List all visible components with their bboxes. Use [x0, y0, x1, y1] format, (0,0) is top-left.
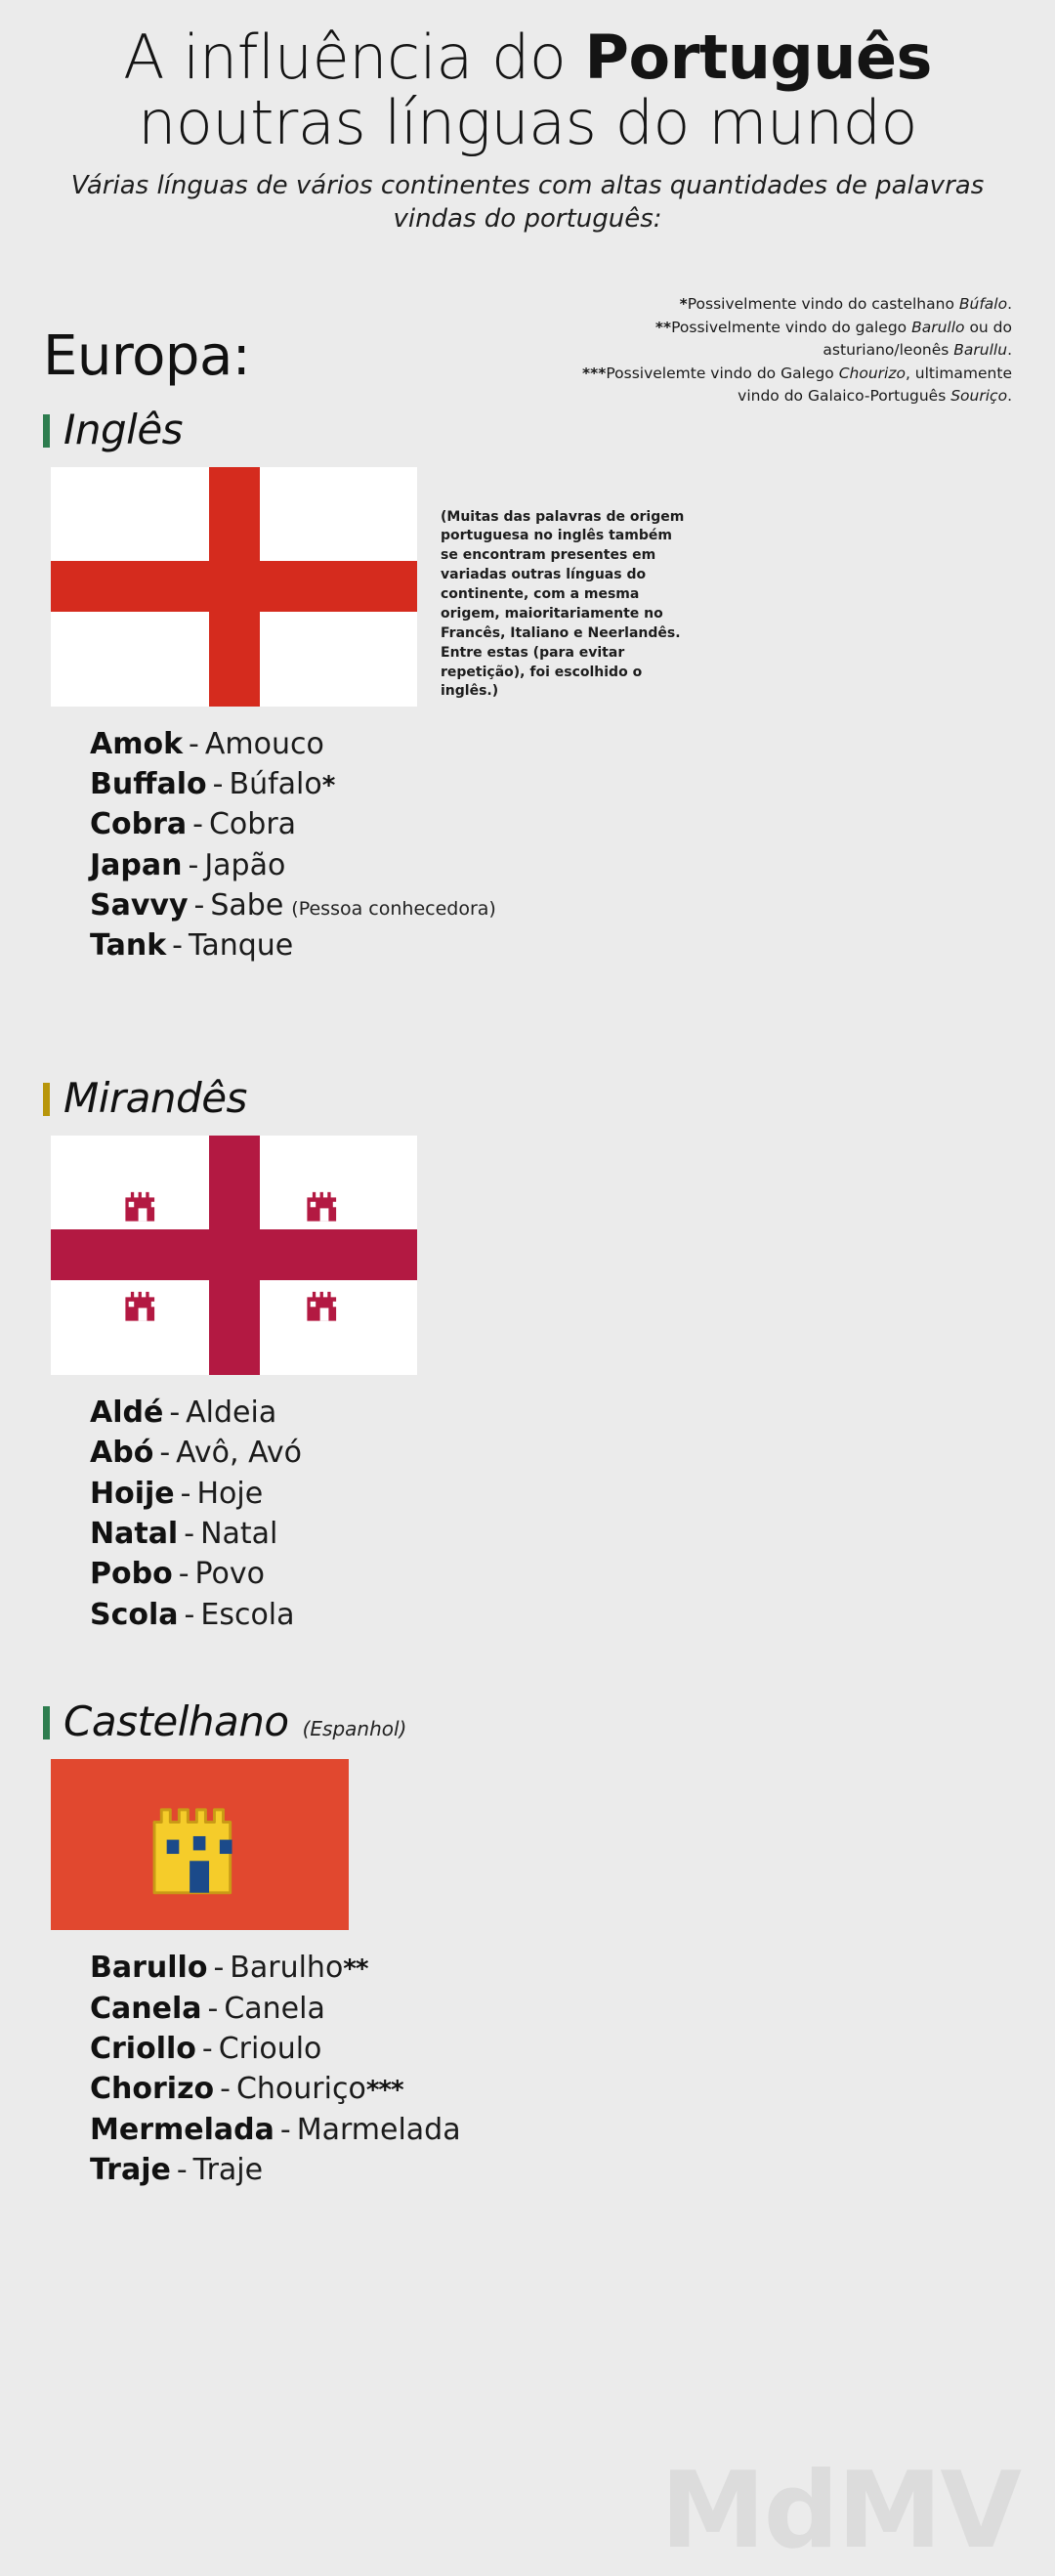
word-dash: - [193, 888, 205, 923]
language-heading-mirandes [43, 1074, 1012, 1122]
word-list-mirandes [43, 1393, 1012, 1635]
word-row [90, 1595, 1012, 1635]
word-target: Natal [200, 1517, 278, 1552]
flag-row-mirandes [43, 1136, 1012, 1375]
word-dash: - [213, 1951, 225, 1986]
word-target: Barulho [230, 1951, 344, 1986]
castle-icon [303, 1182, 346, 1225]
word-dash: - [201, 2031, 213, 2066]
castle-icon [303, 1282, 346, 1325]
footnote-2-marker: ** [654, 319, 672, 337]
word-source: Tank [90, 928, 167, 964]
footnote-1-text: Possivelmente vindo do castelhano [687, 295, 959, 313]
title-line1-bold: Português [584, 21, 932, 93]
language-section-ingles [43, 406, 1012, 966]
word-target: Amouco [204, 726, 324, 761]
word-target: Avô, Avó [176, 1436, 302, 1471]
word-row [90, 885, 1012, 925]
word-target: Sabe [210, 888, 284, 923]
language-heading-ingles [43, 406, 1012, 453]
word-dash: - [188, 847, 199, 882]
header [43, 0, 1012, 236]
word-source: Criollo [90, 2031, 196, 2066]
word-footnote-marker: *** [365, 2076, 403, 2106]
word-dash: - [220, 2072, 231, 2107]
word-source: Amok [90, 726, 184, 761]
language-name: Mirandês [63, 1073, 247, 1122]
word-gloss: (Pessoa conhecedora) [291, 898, 496, 921]
footnote-2-text-after-2: . [1007, 340, 1012, 359]
flag-of-castile-icon [51, 1759, 349, 1930]
word-source: Cobra [90, 807, 188, 842]
footnote-1 [582, 293, 1012, 315]
word-target: Marmelada [296, 2112, 461, 2147]
word-source: Canela [90, 1991, 202, 2026]
footnote-2-text-after: ou do asturiano/leonês [823, 319, 1012, 359]
word-target: Japão [204, 847, 286, 882]
word-source: Savvy [90, 888, 189, 923]
word-source: Buffalo [90, 766, 207, 801]
accent-bar-icon [43, 1706, 50, 1739]
word-dash: - [178, 1557, 190, 1592]
footnote-3-text-after: , ultimamente vindo do Galaico-Português [738, 365, 1012, 405]
footnote-3-text-after-2: . [1007, 386, 1012, 405]
word-target: Chouriço [235, 2072, 366, 2107]
language-section-mirandes [43, 1074, 1012, 1635]
word-source: Natal [90, 1517, 179, 1552]
footnote-3-text: Possivelemte vindo do Galego [606, 365, 839, 383]
word-row [90, 2029, 1012, 2069]
footnote-1-italic: Búfalo [958, 295, 1008, 313]
page-subtitle: Várias línguas de vários continentes com altas quantidades de palavras vindas do português: [70, 170, 985, 234]
word-dash: - [172, 928, 183, 964]
castle-icon [121, 1182, 164, 1225]
word-target: Aldeia [186, 1395, 277, 1430]
word-target: Povo [194, 1557, 265, 1592]
flag-of-england-icon [51, 467, 417, 707]
word-target: Escola [200, 1597, 295, 1632]
word-target: Tanque [188, 928, 294, 964]
footnote-2-text: Possivelmente vindo do galego [671, 319, 912, 337]
word-row [90, 845, 1012, 885]
word-row [90, 1554, 1012, 1594]
watermark: MdMV [660, 2450, 1020, 2572]
section-spacer [43, 966, 1012, 1056]
word-row [90, 1989, 1012, 2029]
language-section-castelhano [43, 1697, 1012, 2190]
language-name: Inglês [63, 405, 184, 453]
word-row [90, 804, 1012, 844]
flag-of-miranda-icon [51, 1136, 417, 1375]
flag-row-ingles [43, 467, 1012, 707]
word-footnote-marker: ** [343, 1954, 368, 1985]
word-row [90, 2069, 1012, 2109]
word-list-castelhano [43, 1948, 1012, 2190]
word-target: Hoje [196, 1476, 264, 1511]
word-dash: - [159, 1436, 171, 1471]
word-source: Traje [90, 2153, 171, 2188]
language-name: Castelhano [63, 1697, 289, 1746]
word-dash: - [279, 2112, 291, 2147]
word-row [90, 1433, 1012, 1473]
footnote-3-italic-2: Souriço [950, 386, 1008, 405]
word-source: Chorizo [90, 2072, 215, 2107]
word-dash: - [184, 1517, 195, 1552]
footnote-2 [582, 317, 1012, 361]
st-george-cross-horizontal [51, 561, 417, 612]
word-footnote-marker: * [321, 770, 335, 800]
footnote-2-italic-2: Barullu [953, 340, 1008, 359]
word-dash: - [207, 1991, 219, 2026]
language-heading-castelhano [43, 1697, 1012, 1745]
castle-icon [121, 1282, 164, 1325]
word-dash: - [192, 807, 203, 842]
word-source: Hoije [90, 1476, 175, 1511]
accent-bar-icon [43, 1083, 50, 1116]
language-note: (Espanhol) [302, 1717, 407, 1741]
word-source: Scola [90, 1597, 179, 1632]
word-dash: - [212, 766, 224, 801]
word-row [90, 2110, 1012, 2150]
cross-horizontal [51, 1229, 417, 1280]
word-target: Búfalo [229, 766, 322, 801]
word-row [90, 1514, 1012, 1554]
continent-heading: Europa: [43, 323, 251, 388]
footnote-2-italic: Barullo [911, 319, 965, 337]
word-target: Traje [192, 2153, 264, 2188]
footnotes [582, 293, 1012, 408]
word-target: Crioulo [218, 2031, 322, 2066]
word-target: Cobra [208, 807, 297, 842]
word-row [90, 925, 1012, 966]
word-source: Barullo [90, 1951, 208, 1986]
word-dash: - [189, 726, 199, 761]
castle-icon [147, 1790, 254, 1900]
word-row [90, 2150, 1012, 2190]
section-spacer [43, 1635, 1012, 1680]
word-row [90, 724, 1012, 764]
flag-row-castelhano [43, 1759, 1012, 1930]
title-line2: noutras línguas do mundo [138, 86, 917, 158]
word-source: Japan [90, 847, 183, 882]
word-dash: - [180, 1476, 191, 1511]
page-title [43, 21, 1012, 158]
footnote-3-marker: *** [582, 365, 607, 383]
english-side-note: (Muitas das palavras de origem portuguesa no inglês também se encontram presentes em variadas outras línguas do continente, com a mesma origem, maioritariamente no Francês, Italiano e Neerlandês. Entre estas (para evitar repetição), foi escolhido o inglês.) [441, 508, 685, 700]
word-row [90, 764, 1012, 804]
word-list-ingles [43, 724, 1012, 966]
accent-bar-icon [43, 414, 50, 448]
word-dash: - [169, 1395, 181, 1430]
title-line1-plain: A influência do [123, 21, 585, 93]
footnote-1-text-after: . [1007, 295, 1012, 313]
word-source: Abó [90, 1436, 154, 1471]
footnote-3-italic: Chourizo [838, 365, 906, 383]
word-row [90, 1393, 1012, 1433]
word-row [90, 1948, 1012, 1988]
footnote-3 [582, 363, 1012, 407]
footnote-1-marker: * [679, 295, 688, 313]
word-target: Canela [224, 1991, 325, 2026]
word-dash: - [176, 2153, 188, 2188]
word-dash: - [184, 1597, 195, 1632]
word-source: Pobo [90, 1557, 173, 1592]
word-source: Aldé [90, 1395, 164, 1430]
word-row [90, 1474, 1012, 1514]
word-source: Mermelada [90, 2112, 274, 2147]
